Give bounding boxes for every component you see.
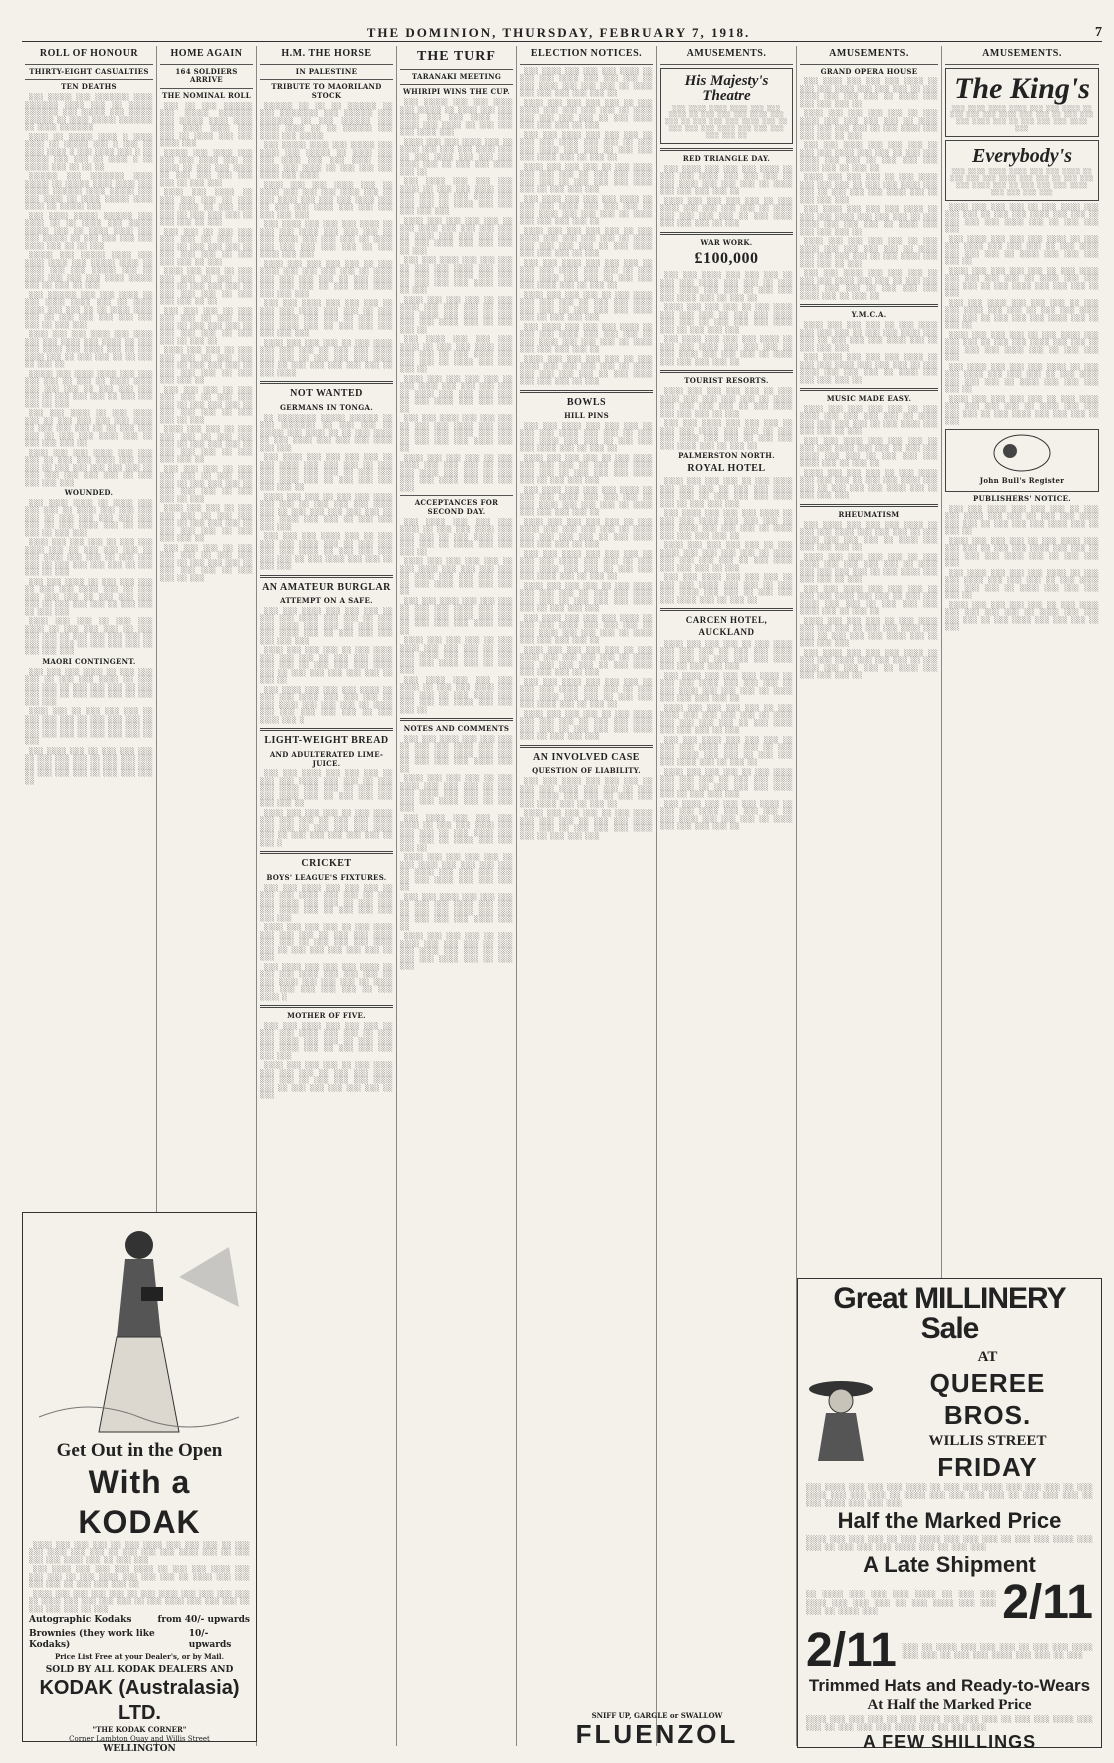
brownies-label: Brownies (they work like Kodaks) xyxy=(29,1628,155,1650)
maori-contingent-subheading: MAORI CONTINGENT. xyxy=(42,656,136,666)
trimmed-hats-text: ░░░░ ░░░ ░░░ ░░░ ░░ ░░░ ░░░░ ░░░ ░░░ ░░░ ░░ ░░░ ░░░ ░░░░ ░░░ ░░░ ░░ ░░░ ░░░ ░░░ ░░░░ ░░░ ░░ ░░░ ░░░ xyxy=(806,1714,1093,1731)
everybodys-title: Everybody's xyxy=(972,145,1072,167)
fluenzol-brand: FLUENZOL xyxy=(575,1718,739,1749)
trimmed-hats-headline: Trimmed Hats and Ready-to-Wears xyxy=(808,1675,1091,1695)
burglar-text: ░░░ ░░░ ░░░░ ░░░ ░░░ ░░░ ░░ ░░░ ░░░ ░░░░ ░░░ ░░░ ░░ ░░░ ░░░ ░░░░ ░░░ ░░░ ░░ ░░░ ░░░ ░░░ ░░░░ ░░░ ░░ ░░░ ░░░ ░░░ ░░░ ░░░ ░░░ ░░░░ ░░░ ░░░ ░░░ ░░ ░░░ ░░░░ ░░░ ░░░ ░░░ ░░ ░░░ ░░░ ░░░░ ░░░ ░░░ ░░ ░░░ ░░░ ░░░ ░░░░ ░░░ ░░ ░░░ ░░░ ░░░ ░░░ ░░░ ░░ ░░░ ░░ ░░░ ░░░░ ░░░ ░░░ ░░░ ░░░░ ░░ ░░░ ░░░ ░░░░ ░░░ ░░░ ░░░ ░░ ░░░ ░░░░ ░░░ ░░░ ░░░ ░░ ░░░░ ░░░ ░░░ ░░░ ░░░ ░░░ ░░ ░░░ ░░░░ ░░░ ░ xyxy=(260,607,393,724)
maori-list-text: ░░░ ░░░ ░░░ ░░░░ ░░ ░░░ ░░░ ░░░ ░░ ░░░ ░░░ ░░░░ ░░ ░░░ ░░░ ░░░ ░░ ░░░ ░░░ ░░░ ░░ ░░░ ░░░ ░░░ ░░ ░░░ ░░░ ░░░ ░░ ░░░ ░░░ ░░░ ░░░░ ░░░ ░░ ░░░ ░░░ ░░░ ░░ ░░░ ░░░ ░░░ ░░ ░░░ ░░░ ░░░ ░░ ░░░ ░░░ ░░░ ░░ ░░░ ░░░ ░░░ ░░ ░░░ ░░░ ░░░ ░░ ░░░ ░░░ ░░░ ░░ ░░░ ░░░ ░░░░ ░░░ ░░ ░░░ ░░░ ░░░ ░░ ░░░ ░░░ ░░░ ░░ ░░░ ░░░ ░░░ ░░ ░░░ ░░░ ░░░ ░░ ░░░ ░░░ ░░░ ░░ ░░░ ░░░ ░░░ ░░ ░░░ ░░░ ░░░ ░░ xyxy=(25,668,153,785)
bowls-heading: BOWLS xyxy=(566,396,607,408)
horse-article-text: ░░░░░░ ░░ ░░ ░░ ░░░░░░ ░░ ░░░ ░░░░░░░░ ░░░ ░░░░░░ ░░░ ░░░░░░░ ░░ ░░░ ░░░░░░ ░░░ ░░░░ ░░░░ ░░ ░░ ░░░░░░ ░░░ ░░░░ ░░░ ░░░░░ ░░░ ░░░░░ ░░░░ ░░░ ░░░░░ ░░░ ░░░░ ░░░ ░░░░░ ░░ ░░░░ ░░░ ░░░ ░░░░ ░░░ ░░░ ░░░░ ░░░ ░░░░ ░░░ ░░░░ ░░ ░░░ ░░░ ░░░ ░░░░ ░░░ ░░░░ ░░░░ ░░░ ░░░ ░░░░ ░░░ ░░ ░░░░ ░░░ ░░░ ░░░ ░░░░ ░░░ ░░ ░░░ ░░░░ ░░░ ░░░ ░░░ ░░░░ ░░░ ░░ ░░░ ░░░ ░░░░ ░░░ ░░░ ░░░ ░░░ ░░░ ░░░ ░░░ ░░░░ ░░░ ░░░ ░░░ ░░░░ ░░ ░░░ ░░░ ░░░░ ░░░ ░░░ ░░░ ░░ ░░░ ░░░░ ░░░ ░░░ ░░░ ░░ ░░░░ ░░░ ░░░ ░░░ ░░░ ░░░ ░░ ░░░ ░░░░ ░░░ ░░░ ░░░░ ░░░ ░░░ ░░░ ░░░ ░░ ░░░ ░░░░ ░░░ ░░░ ░░░ ░░░ ░░ ░░░░ ░░░ ░░░ ░░░ ░░░ ░░ ░░░ ░░░░ ░░░ ░░░ ░░░ ░░ ░░░ ░░░ ░░░░ ░░░ ░░░ ░░░ ░░░ ░░░ ░░░░ ░░░ ░░░ ░░░ ░░ ░░░ ░░░ ░░░░ ░░░ ░░░ ░░ ░░░ ░░░ ░░░░ ░░░ ░░░ ░░ ░░░ ░░░ ░░░ ░░░░ ░░░ ░░ ░░░ ░░░ ░░░ ░░░ ░░░ ░░░ ░░░░ ░░░ ░░░ ░░░ ░░ ░░░ ░░░░ ░░░ ░░░ ░░░ ░░ ░░░ ░░░ ░░░░ ░░░ ░░░ ░░ ░░░ ░░░ ░░░ ░░░░ ░░░ ░░ ░░░ ░░░ ░░░ ░░░ ░░░ ░░ ░░░ ░░░░ xyxy=(260,102,393,377)
casualties-subheading: THIRTY-EIGHT CASUALTIES xyxy=(29,66,149,76)
carcen-text: ░░░░ ░░░ ░░░ ░░░ ░░ ░░░ ░░░░ ░░░ ░░░ ░░░ ░░ ░░░ ░░░ ░░░░ ░░░ ░░░ ░░ ░░░ ░░░ ░░░ ░░░░ ░░░ ░░ ░░░ ░░░ ░░░ ░░░ ░░░░ ░░░ ░░░ ░░░ ░░░░ ░░ ░░░ ░░░ ░░░░ ░░░ ░░░ ░░░ ░░ ░░░ ░░░░ ░░░ ░░░ ░░░ ░░ ░░░░ ░░░ ░░░ ░░░ ░░░ ░░ ░░░░ ░░░ ░░░ ░░░ ░░░ ░░ ░░░ ░░░░ ░░░ ░░░ ░░░ ░░░ ░░ ░░░░ ░░░ ░░░ ░░░ ░░░ ░░ ░░░ ░░░░ ░░░ ░░░ ░░░ ░░ ░░░ ░░░ ░░░ ░░░░ ░░░ ░░░ ░░░ ░░ ░░░ ░░░ ░░░░ ░░░ ░░░ ░░ ░░░ ░░░ ░░░░ ░░░ ░░░ ░░ ░░░ ░░░ ░░░ ░░░░ ░░░ ░░ ░░░ ░░ ░░░░ ░░░ ░░░ ░░░ ░░ ░░░ ░░░░ ░░░ ░░░ ░░░ ░░ ░░░ ░░░ ░░░░ ░░░ ░░░ ░░ ░░░ ░░░ ░░░ ░░░░ ░░░ ░░ ░░░ ░░░ ░░░ ░░░ ░░░░ ░░░ ░░░ ░░░ ░░░░ ░░ ░░░ ░░░ ░░░░ ░░░ ░░░ ░░░ ░░ ░░░ ░░░░ ░░░ ░░░ ░░░ ░░ ░░░░ ░░░ ░░░ ░░░ ░░░ ░░ xyxy=(660,640,793,831)
wounded-list-text: ░░░ ░░░░ ░░░░ ░░ ░░░░ ░░░ ░░░ ░░░ ░░ ░░░░ ░░░ ░░░ ░░░ ░░░ ░░ ░░░ ░░░ ░░░ ░░░ ░░░ ░░░ ░░ ░░░ ░░░░ ░░░ ░░ ░░░ ░░░ ░░ ░░░ ░░░ ░░░░ ░░░ ░░░ ░░░ ░░ ░░░ ░░░ ░░░░ ░░░ ░░ ░░░ ░░░ ░░░ ░░ ░░░ ░░░░ ░░░ ░░░ ░░ ░░░ ░░░ ░░░ ░░ ░░░ ░░░ ░░░ ░░░ ░░ ░░░ ░░░ ░░ ░░░ ░░░ ░░░ ░░░░ ░░ ░░░ ░░░ ░░░ ░░ ░░░ ░░░ ░░░░ ░░░ ░░ ░░░ ░░░ ░░░ ░░░ ░░ ░░░ ░░░ ░░░ ░░░ ░░ ░░░ ░░░ ░░░ ░░ ░░░ ░░░ ░░ ░░░ ░░░ ░░░░ ░░░ ░░░ ░░ ░░░ ░░░ ░░░░ ░░ ░░░ ░░░ ░░░ ░░ ░░░ ░░░ ░░░ ░░ ░░░ ░░░ ░░░ ░░░ ░░ ░░░ ░░░ ░░░ ░░ ░░░ ░░░ ░░░ ░░ ░░░ ░░░ ░░░ xyxy=(25,499,153,656)
late-shipment-headline: A Late Shipment xyxy=(863,1552,1036,1578)
involved-case-heading: AN INVOLVED CASE xyxy=(533,751,640,763)
millinery-advertisement xyxy=(797,1278,1102,1752)
war-work-subheading: WAR WORK. xyxy=(700,237,753,247)
ymca-subheading: Y.M.C.A. xyxy=(851,310,887,320)
price-2-11-first: 2/11 xyxy=(1002,1575,1093,1629)
column-turf xyxy=(397,46,517,1746)
palestine-subheading: IN PALESTINE xyxy=(295,66,358,76)
register-logo-icon xyxy=(992,433,1052,473)
tourist-resorts-subheading: TOURIST RESORTS. xyxy=(684,376,769,386)
page-number: 7 xyxy=(1095,24,1102,40)
tourist-text: ░░░░ ░░░ ░░░ ░░░ ░░░ ░░ ░░░ ░░░░ ░░░ ░░░ ░░░ ░░░ ░░ ░░░░ ░░░ ░░░ ░░░ ░░░ ░░ ░░░ ░░░░ ░░░ ░░░ ░░░ ░░ ░░░ ░░░ ░░░ ░░░░ ░░░ ░░░ ░░░ ░░ ░░░ ░░░ ░░░░ ░░░ ░░░ ░░ ░░░ ░░░ ░░░░ ░░░ ░░░ ░░ ░░░ ░░░ ░░░ ░░░░ ░░░ ░░ ░░░ ░░ xyxy=(660,388,793,450)
fluenzol-tagline: SNIFF UP, GARGLE or SWALLOW xyxy=(591,1711,723,1720)
price-list-text: Price List Free at your Dealer's, or by Mail. xyxy=(54,1652,225,1662)
register-ad xyxy=(945,429,1099,492)
kodak-illustration xyxy=(29,1217,250,1437)
kodak-corner: "THE KODAK CORNER" xyxy=(92,1725,187,1735)
kodak-city: WELLINGTON xyxy=(103,1743,176,1754)
royal-hotel-heading: ROYAL HOTEL xyxy=(687,462,766,474)
column-amusements-1 xyxy=(657,46,797,1746)
ymca-text: ░░░░ ░░░ ░░░ ░░░ ░░ ░░░ ░░░░ ░░░ ░░░ ░░░ ░░ ░░░ ░░░ ░░░░ ░░░ ░░░ ░░ ░░░ ░░░ ░░░ ░░░░ ░░░ ░░ ░░░ ░░░ ░░░ ░░░ ░░░░ ░░░ ░░░ ░░░ ░░░░ ░░ ░░░ ░░░ ░░░░ ░░░ ░░░ ░░░ ░░ ░░░ ░░░░ ░░░ ░░░ ░░░ ░░ ░░░░ ░░░ ░░░ ░░░ ░░░ ░░ xyxy=(800,322,938,384)
germans-tonga-subheading: GERMANS IN TONGA. xyxy=(280,402,373,412)
liability-subheading: QUESTION OF LIABILITY. xyxy=(532,766,641,776)
red-triangle-text: ░░░ ░░░░ ░░░ ░░░ ░░░ ░░░░ ░░ ░░░ ░░░ ░░░░ ░░░ ░░░ ░░░ ░░ ░░░ ░░░░ ░░░ ░░░ ░░░ ░░ ░░░░ ░░░ ░░░ ░░░ ░░░ ░░ ░░░░ ░░░ ░░░ ░░░ ░░░ ░░ ░░░ ░░░░ ░░░ ░░░ ░░░ ░░░ ░░ ░░░░ ░░░ ░░░ ░░░ ░░░ ░░ ░░░ ░░░░ ░░░ ░░░ ░░░ ░░ ░░░ xyxy=(660,165,793,228)
soldiers-arrive-subheading: 164 SOLDIERS ARRIVE xyxy=(175,66,238,85)
turf-heading: THE TURF xyxy=(417,49,496,64)
majesty-text: ░░░ ░░░░ ░░░░ ░░░░ ░░░ ░░░ ░░░░ ░░ ░░░ ░░░ ░░░ ░░░░ ░░░ ░░░ ░░ ░░░ ░░░ ░░░ ░░░░ ░░░ ░░ ░░░ ░░░ ░░░ ░░░░ ░░░ ░░░ ░░░ ░░░ ░░░ ░░ xyxy=(665,105,788,139)
mother-of-five-subheading: MOTHER OF FIVE. xyxy=(287,1011,366,1020)
turf-results-text: ░░░ ░░░░░ ░░░ ░░░ ░░░░ ░░░ ░░░░░ ░░ ░░░░ ░░░ ░░░ ░░░░ ░░░ ░░░ ░░░░ ░░░ ░░░░ ░░░ ░░░░ ░░ ░░░ ░░░ ░░░ ░░░░ ░░░ ░░░░ ░░░ ░░░ ░░░░ ░░░ ░░ ░░░░ ░░░ ░░░ ░░░ ░░░░ ░░░ ░░ ░░░ ░░░░ ░░░ ░░░ ░░░ ░░░░ ░░░ ░░ ░░░ ░░░ ░░░░ ░░░ ░░ ░░░ ░░░░ ░░░ ░░░ ░░░ ░░░░ ░░ ░░░ ░░░ ░░░░ ░░░ ░░░ ░░░ ░░ ░░░ ░░░░ ░░░ ░░░ ░░░ ░░ ░░░░ ░░░ ░░░ ░░░ ░░░ ░░░ ░░░░ ░░░ ░░░ ░░░ ░░░ ░░ ░░░ ░░░░ ░░░ ░░░ ░░░ ░░░ ░░ ░░░░ ░░░ ░░░ ░░░ ░░░ ░░ ░░░ ░░░░ ░░░ ░░░ ░░░ ░░ ░░░ ░░░ ░░░ ░░░░ ░░░ ░░░ ░░░ ░░ ░░░ ░░░ ░░░░ ░░░ ░░░ ░░ ░░░ ░░░ ░░░░ ░░░ ░░░ ░░ ░░░ ░░░ ░░░ ░░░░ ░░░ ░░ ░░░ ░░░░ ░░░ ░░░ ░░░ ░░ ░░░ ░░░░ ░░░ ░░░ ░░░ ░░ ░░░ ░░░ ░░░░ ░░░ ░░░ ░░ ░░░ ░░░ ░░░ ░░░░ ░░░ ░░ ░░░ ░░░ ░░ ░░░ ░░░░ ░░░ ░░░ ░░░ ░░░░ ░░ ░░░ ░░░ ░░░░ ░░░ ░░░ ░░░ ░░ ░░░ ░░░░ ░░░ ░░░ ░░░ ░░ ░░░░ ░░░ ░░░ ░░░ ░░ ░░░░ ░░░ ░░░ ░░░ ░░░ ░░ ░░░ ░░░░ ░░░ ░░░ ░░░ ░░░ ░░ ░░░░ ░░░ ░░░ ░░░ ░░░ ░░ ░░░ ░░░░ ░░░ ░░░ ░░░ ░░ ░░░ ░░░ ░░░░ ░░░ ░░░ ░░░ ░░ ░░░ ░░░ ░░░░ ░░░ ░░░ ░░ ░░░ ░░░ ░░░░ ░░░ ░░░ ░░ ░░░ ░░░ ░░░ ░░░░ ░░░ ░░ ░░░░ ░░░ ░░░ ░░░ ░░ ░░░ ░░░░ ░░░ ░░░ ░░░ ░░ ░░░ ░░░ ░░░░ ░░░ ░░░ ░░ ░░░ ░░░ ░░░ ░░░░ ░░░ ░░ ░░░ ░░░ xyxy=(400,99,513,492)
grand-opera-text: ░░░ ░░░░ ░░░ ░░░ ░░░ ░░░░ ░░ ░░░ ░░░ ░░░░ ░░░ ░░░ ░░░ ░░ ░░░ ░░░░ ░░░ ░░░ ░░░ ░░ ░░░░ ░░░ ░░░ ░░░ ░░░ ░░ ░░░░ ░░░ ░░░ ░░░ ░░░ ░░ ░░░ ░░░░ ░░░ ░░░ ░░░ ░░░ ░░ ░░░░ ░░░ ░░░ ░░░ ░░░ ░░ ░░░ ░░░░ ░░░ ░░░ ░░░ ░░ ░░░ ░░░ ░░░ ░░░░ ░░░ ░░░ ░░░ ░░ ░░░ ░░░ ░░░░ ░░░ ░░░ ░░ ░░░ ░░░ ░░░░ ░░░ ░░░ ░░ ░░░ ░░░ ░░░ ░░░░ ░░░ ░░ ░░░ ░░ ░░░░ ░░░ ░░░ ░░░ ░░ ░░░ ░░░░ ░░░ ░░░ ░░░ ░░ ░░░ ░░░ ░░░░ ░░░ ░░░ ░░ ░░░ ░░░ ░░░ ░░░░ ░░░ ░░ ░░░ ░░░ ░░░ ░░░ ░░░░ ░░░ ░░░ ░░░ ░░░░ ░░ ░░░ ░░░ ░░░░ ░░░ ░░░ ░░░ ░░ ░░░ ░░░░ ░░░ ░░░ ░░░ ░░ ░░░░ ░░░ ░░░ ░░░ ░░░ ░░ ░░░░ ░░░ ░░░ ░░░ ░░░ ░░ ░░░ ░░░░ ░░░ ░░░ ░░░ ░░░ ░░ ░░░░ ░░░ ░░░ ░░░ ░░░ ░░ ░░░ ░░░░ ░░░ ░░░ ░░░ ░░ ░░░ ░░░ ░░░ ░░░░ ░░░ ░░░ ░░░ ░░ ░░░ ░░░ ░░░░ ░░░ ░░░ ░░ ░░░ ░░░ ░░░░ ░░░ ░░░ ░░ ░░░ ░░░ ░░░ ░░░░ ░░░ ░░ ░░░ ░░ xyxy=(800,78,938,300)
cricket-heading: CRICKET xyxy=(301,858,352,870)
kings-text: ░░░ ░░░░ ░░░░ ░░░░ ░░░ ░░░ ░░░░ ░░ ░░░ ░░░ ░░░ ░░░░ ░░░ ░░░ ░░ ░░░ ░░░ ░░░ ░░░░ ░░░ ░░ ░░░ ░░░ ░░░ ░░░░ ░░░ xyxy=(950,105,1094,133)
autographic-row xyxy=(29,1615,250,1626)
royal-hotel-text: ░░░░ ░░░ ░░░ ░░░ ░░ ░░░ ░░░░ ░░░ ░░░ ░░░ ░░ ░░░ ░░░ ░░░░ ░░░ ░░░ ░░ ░░░ ░░░ ░░░ ░░░░ ░░░ ░░ ░░░ ░░░ ░░░ ░░░ ░░░░ ░░░ ░░░ ░░░ ░░░░ ░░ ░░░ ░░░ ░░░░ ░░░ ░░░ ░░░ ░░ ░░░ ░░░░ ░░░ ░░░ ░░░ ░░ ░░░░ ░░░ ░░░ ░░░ ░░░ ░░ ░░░░ ░░░ ░░░ ░░░ ░░░ ░░ ░░░ ░░░░ ░░░ ░░░ ░░░ ░░░ ░░ ░░░░ ░░░ ░░░ ░░░ ░░░ ░░ ░░░ ░░░░ ░░░ ░░░ ░░░ ░░ ░░░ ░░░ ░░░ ░░░░ ░░░ ░░░ ░░░ ░░ ░░░ ░░░ ░░░░ ░░░ ░░░ ░░ ░░░ ░░░ ░░░░ ░░░ ░░░ ░░ ░░░ ░░░ ░░░ ░░░░ ░░░ ░░ ░░░ ░░ xyxy=(660,478,793,604)
tribute-subheading: TRIBUTE TO MAORILAND STOCK xyxy=(271,82,382,100)
sold-by-text: SOLD BY ALL KODAK DEALERS AND xyxy=(45,1664,234,1675)
nominal-roll-text: ░░░ ░░ ░░░ ░░░░░░ ░░░ ░░░░░ ░░░░░░░ ░░░ ░░░░░ ░░░░ ░░░░ ░░░ ░░░░ ░░░░ ░░░ ░░░ ░░ ░░░░ ░░░ ░░░ ░░░░ ░░░ ░░░░░ ░░░ ░░░░ ░░░ ░░░ ░░░ ░░░░ ░░░ ░░ ░░░░ ░░ ░░░ ░░░ ░░░░ ░░ ░░░ ░░░ ░░░ ░░░ ░░░ ░░ ░░░ ░░░ ░░░░ ░░░ ░░░░ ░░ ░░░ ░░░ ░░░ ░░ ░░░ ░░░ ░░░░ ░░ ░░░ ░░░ ░░░ ░░ ░░░ ░░░ ░░░ ░░ ░░░ ░░░ ░░ ░░░ ░░░ ░░░ ░░ ░░░ ░░░ ░░░ ░░░ ░░ ░░░ ░░░ ░░░ ░░ ░░░ ░░░ ░░░ ░░ ░░░ ░░░ ░░░ ░░ ░░░ ░░░ ░░░ ░░ ░░░ ░░░░ ░░░ ░░░ ░░ ░░░ ░░░ ░░░ ░░ ░░░ ░░░ ░░░ ░░ ░░░ ░░░ ░░░ ░░ ░░░ ░░░ ░░░ ░░ ░░░ ░░░ ░░░ ░░ ░░ ░░░ ░░░ ░░░ ░░ ░░░ ░░░ ░░░ ░░ ░░░ ░░░ ░░░ ░░ ░░░ ░░░ ░░░ ░░ ░░░ ░░░ ░░░ ░░ ░░░ ░░░ ░░ ░░░ ░░ ░░░░ ░░░ ░░░ ░░ ░░░ ░░░ ░░░ ░░ ░░░ ░░░ ░░░ ░░ ░░░ ░░░ ░░░ ░░ ░░░ ░░░ ░░░ ░░ ░░░ ░░░ ░░░ ░░ ░░░ ░░░ ░░░ ░░ ░░░ ░░░ ░░░ ░░ ░░░ ░░░ ░░░ ░░ ░░░ ░░░ ░░░ ░░ ░░░ ░░░ ░░░ ░░ ░░░ ░░░ ░░ ░░░ ░░░░ ░░░ ░░░ ░░ ░░░ ░░░ ░░░ ░░ ░░░ ░░░ ░░░ ░░ ░░░ ░░░ ░░░ ░░ ░░░ ░░░ ░░░ ░░ ░░░ ░░░ ░░░ ░░ ░░░ ░░░ ░░░ ░░ ░░░ ░░░ ░░░ ░░ ░░░ ░░░ ░░░ ░░ ░░░ ░░░ ░░░ ░░ ░░░ ░░░ ░░░ ░░ ░░░ ░░░ ░░ ░░░ ░░░░ ░░░ ░░░ ░░ ░░░ ░░░ ░░░ ░░ ░░░ ░░░ ░░░ ░░ ░░░ ░░░ ░░░ ░░ ░░░ ░░░ ░░░ ░░ ░░░ ░░░ ░░░ ░░ ░░░ ░░░ ░░░ ░░ ░░░ ░░░ ░░░ ░░ ░░░ ░░░ ░░░ ░░ ░░░ ░░░ ░░░ ░░ ░░░ ░░░ ░░░ ░░ ░░░ ░░░ ░░ ░░░ xyxy=(160,102,253,582)
millinery-store: QUEREE BROS. xyxy=(929,1367,1046,1431)
kodak-body-text: ░░░░ ░░░ ░░░ ░░░ ░░ ░░░ ░░░░ ░░░ ░░░ ░░░ ░░ ░░░ ░░░ ░░░░ ░░░ ░░░ ░░ ░░░ ░░░ ░░░ ░░░░ ░░░ ░░ ░░░ ░░░ ░░░ ░░░░ ░░░ ░░ ░░░ ░░░ ░░░ ░░░░ ░░░ ░░░ ░░░ ░░░░ ░░ ░░░ ░░░ ░░░░ ░░░ ░░░ ░░░ ░░ ░░░ ░░░░ ░░░ ░░░ ░░░ ░░ ░░░░ ░░░ ░░░ ░░░ ░░░ ░░ ░░░ ░░░ ░░░ ░░ ░░░░ ░░░ ░░░ ░░░ ░░░ ░░ ░░░ ░░░░ ░░░ ░░░ ░░░ ░░░ ░░ ░░░░ ░░░ ░░░ ░░░ ░░░ ░░ ░░░ ░░░░ ░░░ ░░░ ░░░ ░░ ░░░ ░░░ ░░░ ░░ ░░░ xyxy=(29,1541,250,1613)
burglar-subheading: ATTEMPT ON A SAFE. xyxy=(280,596,373,605)
home-again-heading: HOME AGAIN xyxy=(170,48,243,59)
case-text: ░░░ ░░░ ░░░░ ░░░ ░░░ ░░░ ░░ ░░░ ░░░ ░░░░ ░░░ ░░░ ░░ ░░░ ░░░ ░░░░ ░░░ ░░░ ░░ ░░░ ░░░ ░░░ ░░░░ ░░░ ░░ ░░░ ░░ ░░░░ ░░░ ░░░ ░░░ ░░ ░░░ ░░░░ ░░░ ░░░ ░░░ ░░ ░░░ ░░░ ░░░░ ░░░ ░░░ ░░ ░░░ ░░░ ░░░ ░░░░ ░░░ ░░ ░░░ ░░░ ░░░ xyxy=(520,778,653,840)
millinery-at: AT xyxy=(977,1349,998,1365)
ten-deaths-subheading: TEN DEATHS xyxy=(61,82,117,92)
column-horse xyxy=(257,46,397,1746)
cricket-text: ░░░ ░░░ ░░░░ ░░░ ░░░ ░░░ ░░ ░░░ ░░░ ░░░░ ░░░ ░░░ ░░ ░░░ ░░░ ░░░░ ░░░ ░░░ ░░ ░░░ ░░░ ░░░ ░░░░ ░░░ ░░ ░░░ ░░░ ░░░ ░░░ ░░░ ░░░░ ░░░ ░░░ ░░░ ░░ ░░░ ░░░░ ░░░ ░░░ ░░░ ░░ ░░░ ░░░ ░░░░ ░░░ ░░░ ░░ ░░░ ░░░ ░░░ ░░░░ ░░░ ░░ ░░░ ░░░ ░░░ ░░░ ░░░ ░░ ░░░ ░░░ ░░░░ ░░░ ░░░ ░░░ ░░░░ ░░ ░░░ ░░░ ░░░░ ░░░ ░░░ ░░░ ░░ ░░░ ░░░░ ░░░ ░░░ ░░░ ░░ ░░░░ ░░░ ░░░ ░░░ ░░░ ░░░ ░░ ░░░ ░░░░ ░ xyxy=(260,884,393,1001)
half-price-headline: Half the Marked Price xyxy=(837,1508,1062,1534)
election-notices-heading: ELECTION NOTICES. xyxy=(530,48,643,59)
autographic-label: Autographic Kodaks xyxy=(29,1615,132,1626)
red-triangle-subheading: RED TRIANGLE DAY. xyxy=(682,153,771,163)
music-subheading: MUSIC MADE EASY. xyxy=(826,394,912,403)
few-shillings: A FEW SHILLINGS xyxy=(862,1731,1037,1752)
publishers-notice-subheading: PUBLISHERS' NOTICE. xyxy=(973,493,1071,503)
masthead-title: THE DOMINION, THURSDAY, FEBRUARY 7, 1918. xyxy=(366,24,751,40)
everybodys-ad xyxy=(945,140,1099,201)
horse-heading: H.M. THE HORSE xyxy=(281,48,372,59)
acceptances-text: ░░░ ░░░░ ░░░ ░░░ ░░░ ░░░░ ░░ ░░░ ░░░ ░░░░ ░░░ ░░░ ░░░ ░░ ░░░ ░░░░ ░░░ ░░░ ░░░ ░░ ░░░░ ░░░ ░░░ ░░░ ░░ ░░░░ ░░░ ░░░ ░░░ ░░░ ░░ ░░░ ░░░░ ░░░ ░░░ ░░░ ░░░ ░░ ░░░░ ░░░ ░░░ ░░░ ░░░ ░░ ░░░ ░░░░ ░░░ ░░░ ░░░ ░░ ░░░ ░░░ ░░░░ ░░░ ░░░ ░░░ ░░ ░░░ ░░░ ░░░░ ░░░ ░░░ ░░ ░░░ ░░░ ░░░░ ░░░ ░░░ ░░ ░░░ ░░░ ░░░ ░░░░ ░░░ ░░ ░░░░ ░░░ ░░░ ░░░ ░░ ░░░ ░░░░ ░░░ ░░░ ░░░ ░░ ░░░ ░░░ ░░░░ ░░░ ░░░ ░░ ░░░ ░░░ ░░░ ░░░░ ░░░ ░░ ░░░ ░░░ ░░░ ░░░░ ░░░ ░░░ ░░░ ░░░░ ░░ ░░░ ░░░ ░░░░ ░░░ ░░░ ░░░ ░░ ░░░ ░░░░ ░░░ ░░░ ░░░ ░░ ░░░░ ░░░ ░░░ ░░░ ░░ xyxy=(400,518,513,714)
brownies-price: 10/- upwards xyxy=(188,1628,232,1650)
majesty-title: His Majesty's Theatre xyxy=(684,72,769,104)
majesty-ad xyxy=(660,68,793,144)
wounded-subheading: WOUNDED. xyxy=(64,488,114,497)
acceptances-subheading: ACCEPTANCES FOR SECOND DAY. xyxy=(414,498,499,516)
germans-tonga-text: ░░ ░░░░░░░░ ░░░░░ ░░░░░░ ░░ ░░░ ░░░░░░░ ░░ ░░░ ░░░ ░░ ░░░░░ ░░░ ░░░░ ░░ ░░ ░░░ ░░░░ ░░ ░░░ ░░░░ ░░░ ░░░ ░░░ ░░░░ ░░░ ░░░ ░░░ ░░░░ ░░░ ░░░ ░░░ ░░░ ░░ ░░░ ░░░░ ░░░ ░░░ ░░░ ░░ ░░░ ░░░ ░░░░ ░░░ ░░░ ░░ ░░░ ░░░ ░░░ ░░░░ ░░░ ░░ ░░░ ░░░ ░░░ ░░░ ░░░ ░░ ░░░░ ░░░ ░░░ ░░ ░░░ ░░░ ░░░░ ░░░ ░░░ ░░ ░░░ ░░░ ░░░ ░░░░ ░░░ ░░ ░░░ ░░░ ░░░ ░░░ ░░░ ░░ ░░░ ░░░░ ░░░ ░░░ ░░ ░░░ ░░░ ░░░ ░░░ ░░░ ░░░ ░░░ ░░░░ ░░░ ░░ ░░░ ░░░ ░░░ ░░░░ ░░░ ░░ ░░░ ░░░ ░░░ ░░░ ░░░░ ░░ ░░░ ░░░ ░░░ ░░░ ░░░ ░░ ░░░ ░░░░ ░░░ ░░░ ░░ ░░░ ░░░ xyxy=(260,414,393,570)
millinery-street: WILLIS STREET xyxy=(928,1432,1047,1449)
publishers-text: ░░░ ░░░ ░░░░ ░░░ ░░░ ░░░ ░░ ░░░ ░░░ ░░░░ ░░░ ░░░ ░░ ░░░ ░░░ ░░░░ ░░░ ░░░ ░░ ░░░ ░░░ ░░░ ░░░░ ░░░ ░░ ░░░ ░░ ░░░░ ░░░ ░░░ ░░░ ░░ ░░░ ░░░░ ░░░ ░░░ ░░░ ░░ ░░░ ░░░ ░░░░ ░░░ ░░░ ░░ ░░░ ░░░ ░░░ ░░░░ ░░░ ░░ ░░░ ░░░ ░░░ ░░░ ░░░░ ░░░ ░░░ ░░░ ░░░░ ░░ ░░░ ░░░ ░░░░ ░░░ ░░░ ░░░ ░░ ░░░ ░░░░ ░░░ ░░░ ░░░ ░░ ░░░░ ░░░ ░░░ ░░░ ░░░ ░░ ░░░░ ░░░ ░░░ ░░░ ░░░ ░░ ░░░ ░░░░ ░░░ ░░░ ░░░ ░░░ ░░ ░░░░ ░░░ ░░░ ░░░ ░░░ ░░ ░░░ ░░░░ ░░░ ░░░ ░░░ ░░ ░░░ xyxy=(945,505,1099,631)
kodak-advertisement xyxy=(22,1212,257,1754)
amusements-heading-3: AMUSEMENTS. xyxy=(982,48,1062,59)
bowls-text: ░░░ ░░░ ░░░░ ░░░ ░░░ ░░░ ░░ ░░░ ░░░ ░░░░ ░░░ ░░░ ░░ ░░░ ░░░ ░░░░ ░░░ ░░░ ░░ ░░░ ░░░ ░░░ ░░░░ ░░░ ░░ ░░░ ░░ ░░░░ ░░░ ░░░ ░░░ ░░ ░░░ ░░░░ ░░░ ░░░ ░░░ ░░ ░░░ ░░░ ░░░░ ░░░ ░░░ ░░ ░░░ ░░░ ░░░ ░░░░ ░░░ ░░ ░░░ ░░░ ░░░ ░░░ ░░░░ ░░░ ░░░ ░░░ ░░░░ ░░ ░░░ ░░░ ░░░░ ░░░ ░░░ ░░░ ░░ ░░░ ░░░░ ░░░ ░░░ ░░░ ░░ ░░░░ ░░░ ░░░ ░░░ ░░░ ░░ ░░░░ ░░░ ░░░ ░░░ ░░░ ░░ ░░░ ░░░░ ░░░ ░░░ ░░░ ░░░ ░░ ░░░░ ░░░ ░░░ ░░░ ░░░ ░░ ░░░ ░░░░ ░░░ ░░░ ░░░ ░░ ░░░ ░░░ ░░░ ░░░░ ░░░ ░░░ ░░░ ░░ ░░░ ░░░ ░░░░ ░░░ ░░░ ░░ ░░░ ░░░ ░░░░ ░░░ ░░░ ░░ ░░░ ░░░ ░░░ ░░░░ ░░░ ░░ ░░░ ░░ ░░░░ ░░░ ░░░ ░░░ ░░ ░░░ ░░░░ ░░░ ░░░ ░░░ ░░ ░░░ ░░░ ░░░░ ░░░ ░░░ ░░ ░░░ ░░░ ░░░ ░░░░ ░░░ ░░ ░░░ ░░░ ░░░ ░░░ ░░░░ ░░░ ░░░ ░░░ ░░░░ ░░ ░░░ ░░░ ░░░░ ░░░ ░░░ ░░░ ░░ ░░░ ░░░░ ░░░ ░░░ ░░░ ░░ ░░░░ ░░░ ░░░ ░░░ ░░░ ░░ ░░░░ ░░░ ░░░ ░░░ ░░░ ░░ ░░░ ░░░░ ░░░ ░░░ ░░░ ░░░ ░░ ░░░░ ░░░ ░░░ ░░░ ░░░ ░░ ░░░ ░░░░ ░░░ ░░░ ░░░ ░░ ░░░ ░░░ ░░░ ░░░░ ░░░ ░░░ ░░░ ░░ ░░░ ░░░ ░░░░ ░░░ ░░░ ░░ ░░░ ░░░ ░░░░ ░░░ ░░░ ░░ ░░░ ░░░ ░░░ ░░░░ ░░░ ░░ ░░░ ░░ ░░░░ ░░░ ░░░ ░░░ ░░ ░░░ ░░░░ ░░░ ░░░ ░░░ ░░ ░░░ ░░░ ░░░░ ░░░ ░░░ ░░ ░░░ ░░░ ░░░ ░░░░ ░░░ ░░ ░░░ ░░░ ░░░ xyxy=(520,422,653,741)
not-wanted-heading: NOT WANTED xyxy=(290,388,363,400)
column-election xyxy=(517,46,657,1746)
carcen-hotel-heading: CARCEN HOTEL, AUCKLAND xyxy=(685,615,768,637)
nominal-roll-subheading: THE NOMINAL ROLL xyxy=(162,91,251,100)
taranaki-subheading: TARANAKI MEETING xyxy=(411,71,502,81)
kings-title: The King's xyxy=(954,71,1090,105)
war-work-text: ░░░ ░░░ ░░░░ ░░░ ░░░ ░░░ ░░ ░░░ ░░░ ░░░░ ░░░ ░░░ ░░ ░░░ ░░░ ░░░░ ░░░ ░░░ ░░ ░░░ ░░░ ░░░ ░░░░ ░░░ ░░ ░░░ ░░ ░░░░ ░░░ ░░░ ░░░ ░░ ░░░ ░░░░ ░░░ ░░░ ░░░ ░░ ░░░ ░░░ ░░░░ ░░░ ░░░ ░░ ░░░ ░░░ ░░░ ░░░░ ░░░ ░░ ░░░ ░░░ ░░░ ░░░ ░░░░ ░░░ ░░░ ░░░ ░░░░ ░░ ░░░ ░░░ ░░░░ ░░░ ░░░ ░░░ ░░ ░░░ ░░░░ ░░░ ░░░ ░░░ ░░ ░░░░ ░░░ ░░░ ░░░ ░░░ ░░ xyxy=(660,272,793,366)
mother-text: ░░░ ░░░ ░░░░ ░░░ ░░░ ░░░ ░░ ░░░ ░░░ ░░░░ ░░░ ░░░ ░░ ░░░ ░░░ ░░░░ ░░░ ░░░ ░░ ░░░ ░░░ ░░░ ░░░░ ░░░ ░░ ░░░ ░░░ ░░░ ░░░ ░░░ ░░░░ ░░░ ░░░ ░░░ ░░ ░░░ ░░░░ ░░░ ░░░ ░░░ ░░ ░░░ ░░░ ░░░░ ░░░ ░░░ ░░ ░░░ ░░░ ░░░ ░░░░ ░░░ ░░ ░░░ ░░░ ░░░ ░░░ ░░░ ░░ ░░░ xyxy=(260,1022,393,1100)
half-price-text: ░░░░ ░░░ ░░░ ░░░ ░░ ░░░ ░░░░ ░░░ ░░░ ░░░ ░░ ░░░ ░░░ ░░░░ ░░░ ░░░ ░░ ░░░ ░░░ ░░░ ░░░░ ░░░ ░░ ░░░ ░░░ xyxy=(806,1534,1093,1551)
woman-with-camera-icon xyxy=(29,1217,249,1437)
millinery-intro: ░░░ ░░░░ ░░░ ░░░ ░░░ ░░░░ ░░ ░░░ ░░░ ░░░░ ░░░ ░░░ ░░░ ░░ ░░░ ░░░░ ░░░ ░░░ ░░░ ░░ ░░░░ ░░░ ░░░ ░░░ ░░░ ░░ ░░░ ░░░ ░░░ ░░ ░░░ ░░░░ ░░░ ░░░ ░░░ xyxy=(806,1483,1093,1508)
autographic-price: from 40/- upwards xyxy=(157,1615,250,1626)
amusements-heading-1: AMUSEMENTS. xyxy=(686,48,767,59)
kodak-headline-2: With a KODAK xyxy=(78,1463,201,1540)
roll-of-honour-heading: ROLL OF HONOUR xyxy=(39,48,139,59)
register-title: John Bull's Register xyxy=(979,476,1065,485)
bread-text: ░░░ ░░░ ░░░░ ░░░ ░░░ ░░░ ░░ ░░░ ░░░ ░░░░ ░░░ ░░░ ░░ ░░░ ░░░ ░░░░ ░░░ ░░░ ░░ ░░░ ░░░ ░░░ ░░░░ ░░░ ░░ ░░░ ░░░ ░░░ ░░░ ░░░ ░░ ░░░░ ░░░ ░░░ ░░░ ░░ ░░░ ░░░░ ░░░ ░░░ ░░░ ░░ ░░░ ░░░ ░░░░ ░░░ ░░░ ░░ ░░░ ░░░ ░░░ ░░░░ ░░░ ░░ ░░░ ░░░ ░░░ ░░░ ░░░ ░░ ░░░ ░ xyxy=(260,770,393,847)
brownies-row xyxy=(29,1629,250,1652)
fluenzol-advertisement xyxy=(517,1712,797,1748)
price-2-11-second: 2/11 xyxy=(806,1623,897,1677)
burglar-heading: AN AMATEUR BURGLAR xyxy=(262,581,391,593)
notes-comments-subheading: NOTES AND COMMENTS xyxy=(403,724,510,733)
cricket-subheading: BOYS' LEAGUE'S FIXTURES. xyxy=(266,872,387,882)
rheumatism-subheading: RHEUMATISM xyxy=(838,509,900,519)
kodak-headline-1: Get Out in the Open xyxy=(56,1440,223,1461)
bread-subheading: AND ADULTERATED LIME-JUICE. xyxy=(269,749,384,768)
tables-text: ░░░ ░░ ░░░░ ░░░ ░░░ ░░░ ░░ ░░░ ░░░ ░░░░ ░░░ ░░░ ░░ ░░░ ░░░ ░░░░ ░░░ ░░░ ░░ ░░░ xyxy=(902,1642,1093,1659)
grand-opera-subheading: GRAND OPERA HOUSE xyxy=(820,66,918,76)
kings-ad xyxy=(945,68,1099,138)
millinery-headline: Great MILLINERY Sale xyxy=(833,1282,1066,1345)
hill-pins-subheading: HILL PINS xyxy=(564,411,609,420)
late-shipment-text: ░░ ░░░░ ░░░ ░░░ ░░░ ░░░░ ░░ ░░░ ░░░ ░░░░ ░░░ ░░░ ░░░ ░░ ░░░ ░░░░ ░░░ ░░░ ░░░ ░░ ░░░░ ░░░ xyxy=(806,1590,997,1615)
amusements-heading-2: AMUSEMENTS. xyxy=(829,48,909,59)
amusements-3-text: ░░░░ ░░░ ░░░ ░░░ ░░ ░░░ ░░░░ ░░░ ░░░ ░░░ ░░ ░░░ ░░░ ░░░░ ░░░ ░░░ ░░ ░░░ ░░░ ░░░ ░░░░ ░░░ ░░ ░░░ ░░░ ░░░ ░░░ ░░░░ ░░░ ░░░ ░░░ ░░░░ ░░ ░░░ ░░░ ░░░░ ░░░ ░░░ ░░░ ░░ ░░░ ░░░░ ░░░ ░░░ ░░░ ░░ ░░░░ ░░░ ░░░ ░░░ ░░░ ░░ ░░░░ ░░░ ░░░ ░░░ ░░░ ░░ ░░░ ░░░░ ░░░ ░░░ ░░░ ░░░ ░░ ░░░░ ░░░ ░░░ ░░░ ░░░ ░░ ░░░ ░░░░ ░░░ ░░░ ░░░ ░░ ░░░ ░░░ ░░░ ░░░░ ░░░ ░░░ ░░░ ░░ ░░░ ░░░ ░░░░ ░░░ ░░░ ░░ ░░░ ░░░ ░░░░ ░░░ ░░░ ░░ ░░░ ░░░ ░░░ ░░░░ ░░░ ░░ ░░░ ░░ ░░░░ ░░░ ░░░ ░░░ ░░ ░░░ ░░░░ ░░░ ░░░ ░░░ ░░ ░░░ ░░░ ░░░░ ░░░ ░░░ ░░ ░░░ ░░░ ░░░ ░░░░ ░░░ ░░ ░░░ ░░░ ░░░ ░░░ ░░░░ ░░░ ░░░ ░░░ ░░░░ ░░ ░░░ ░░░ ░░░░ ░░░ ░░░ ░░░ ░░ ░░░ ░░░░ ░░░ ░░░ ░░░ ░░ ░░░░ ░░░ ░░░ ░░░ ░░░ ░░ ░░░░ ░░░ ░░░ ░░░ ░░░ ░░ ░░░ ░░░░ ░░░ ░░░ ░░░ ░░░ ░░ ░░░░ ░░░ ░░░ ░░░ ░░░ ░░ ░░░ ░░░░ ░░░ ░░░ ░░░ ░░ ░░░ xyxy=(945,203,1099,425)
rheumatism-text: ░░░ ░░░░ ░░░ ░░░ ░░░ ░░░░ ░░ ░░░ ░░░ ░░░░ ░░░ ░░░ ░░░ ░░ ░░░ ░░░░ ░░░ ░░░ ░░░ ░░ ░░░░ ░░░ ░░░ ░░░ ░░░ ░░ ░░░░ ░░░ ░░░ ░░░ ░░░ ░░ ░░░ ░░░░ ░░░ ░░░ ░░░ ░░░ ░░ ░░░░ ░░░ ░░░ ░░░ ░░░ ░░ ░░░ ░░░░ ░░░ ░░░ ░░░ ░░ ░░░ ░░░ ░░░ ░░░░ ░░░ ░░░ ░░░ ░░ ░░░ ░░░ ░░░░ ░░░ ░░░ ░░ ░░░ ░░░ ░░░░ ░░░ ░░░ ░░ ░░░ ░░░ ░░░ ░░░░ ░░░ ░░ ░░░ ░░ ░░░░ ░░░ ░░░ ░░░ ░░ ░░░ ░░░░ ░░░ ░░░ ░░░ ░░ ░░░ ░░░ ░░░░ ░░░ ░░░ ░░ ░░░ ░░░ ░░░ ░░░░ ░░░ ░░ ░░░ ░░░ ░░░ ░░░ ░░░░ ░░░ ░░░ ░░░ ░░░░ ░░ ░░░ ░░░ ░░░░ ░░░ ░░░ ░░░ ░░ ░░░ ░░░░ ░░░ ░░░ ░░░ ░░ ░░░░ ░░░ ░░░ ░░░ ░░░ ░░ xyxy=(800,521,938,679)
kodak-address: Corner Lambton Quay and Willis Street xyxy=(69,1734,210,1743)
amount-text: £100,000 xyxy=(694,250,759,268)
woman-in-hat-icon xyxy=(806,1371,876,1461)
millinery-day: FRIDAY xyxy=(937,1451,1038,1482)
palmerston-subheading: PALMERSTON NORTH. xyxy=(678,451,775,461)
music-text: ░░░░ ░░░ ░░░ ░░░ ░░░ ░░ ░░░ ░░░░ ░░░ ░░░ ░░░ ░░░ ░░ ░░░░ ░░░ ░░░ ░░░ ░░░ ░░ ░░░ ░░░░ ░░░ ░░░ ░░░ ░░ ░░░ ░░░ ░░░ ░░░░ ░░░ ░░░ ░░░ ░░ ░░░ ░░░ ░░░░ ░░░ ░░░ ░░ ░░░ ░░░ ░░░░ ░░░ ░░░ ░░ ░░░ ░░░ ░░░ ░░░░ ░░░ ░░ ░░░ ░░ ░░░░ ░░░ ░░░ ░░░ ░░ ░░░ ░░░░ ░░░ ░░░ ░░░ ░░ ░░░ ░░░ ░░░░ ░░░ ░░░ ░░ ░░░ ░░░ ░░░ ░░░░ ░░░ ░░ ░░░ ░░░ ░░░ xyxy=(800,405,938,500)
casualty-list-text: ░░░ ░░░░░ ░░░ ░░░░░░░ ░░░░ ░░░░░░░ ░░░░ ░░░ ░░ ░░░░░ ░░░░░░░ ░░░ ░░░░░ ░░░ ░░░░░ ░░░░░░ ░░ ░░░░ ░░░░░ ░░░░░░░ ░░ ░░░░ ░░░░░░░ ░░░░ ░░ ░░░░░ ░░░░ ░ ░░░░ ░░░░ ░░ ░░░░░ ░░░ ░ ░░░ ░░ ░░░░ ░░░░ ░ ░░░ ░░░░ ░░░ ░ ░░ ░░░░░ ░░░ ░░░ ░░ ░░░░ ░ ░░ ░░░░░ ░░░ ░░ ░░ ░░ ░░░░░░ ░░░ ░░░░░░░ ░░░░ ░░░░░ ░░ ░░░░░ ░░░░ ░░░░ ░░░ ░░░░░ ░░░░░░ ░░░░ ░░░░░ ░░░ ░░░ ░░░░ ░░ ░░░░ ░░░░░ ░░░░ ░░░░ ░░ ░░░░░ ░░░ ░░░ ░░░░ ░░░░░ ░░░░░░ ░░░ ░░░░ ░░ ░░ ░░░░ ░░░ ░░░░░ ░░░░░ ░░░ ░░ ░░░░ ░░░░ ░░░ ░░░ ░░░░░ ░░ ░░░ ░░░ ░░░ ░░░ ░░░░ ░░░ ░░ ░░ ░░░ ░░░░░ ░░░ ░░░░░ ░░░░ ░░░ ░░░░ ░░░░ ░░░ ░░░░░ ░░░░ ░░ ░░░░ ░░░ ░░░ ░░░░░ ░░░ ░░ ░░░░ ░░░ ░░░ ░░░ ░░░░ ░░░░░ ░░░ ░░ ░░░ ░░ ░░░ ░░░ ░░░░░░ ░░░ ░░░ ░░░░ ░░ ░░░ ░░░░ ░░░░ ░░░ ░░ ░░░░ ░░░░ ░░░ ░░░ ░░ ░░ ░░░░ ░░░░ ░░░ ░░ ░░░ ░░░ ░░░ ░░░ ░░░ ░░░ ░░ ░░░ ░░░ ░░░░ ░░░ ░░░ ░░░░ ░░░ ░░░░ ░░░ ░░░ ░░░░ ░░░ ░░░░ ░░ ░░░ ░░░ ░░░░ ░░░ ░░░░ ░░░ ░░ ░░░ ░░░░ ░░░ ░░ ░░░ ░░░ ░░ ░░ ░░░ ░░ ░░░ ░░ ░░░░░ ░░░ ░░░░ ░░░░ ░░░ ░░░ ░░░ ░░░ ░░ ░░░ ░░ ░░░░ ░░░░ ░░░ ░░░ ░░░ ░░ ░░░ ░░░ ░░░ ░░░ ░░ ░░░ ░░░ ░░░ ░░ ░░░ ░░░ ░░░ ░░ ░░░ ░░░ ░░░ ░░░░ ░░ ░░░ ░░░░ ░░░ ░░ ░░░ ░░░ ░░░ ░░░ ░░░░ ░░ ░░░ ░░░ ░░░ ░░ ░░ ░░░ ░░░ ░░░ ░░ ░░░ ░░░ ░░░░ ░░░ ░░ ░░░ ░░░ ░░░ ░░ ░░░░ ░░░ ░░░ ░░░░ ░░░ ░░░ ░░░ ░░ ░░░ ░░░ ░░░░ ░░░ ░░░ ░░░ ░░ ░░░ ░░░ ░░░ ░░░ ░░░ ░░ ░░░ ░░░ ░░░ ░░░ ░░░ ░░ ░░░ ░░░ ░░░ ░░░ xyxy=(25,94,153,487)
everybodys-text: ░░░ ░░░░ ░░░░ ░░░░ ░░░ ░░░ ░░░░ ░░ ░░░ ░░░ ░░░ ░░░░ ░░░ ░░░ ░░ ░░░ ░░░ ░░░ ░░░░ ░░░ ░░ ░░░ ░░░ ░░░ ░░░░ ░░░ ░░░ ░░░ ░░░ xyxy=(950,169,1094,196)
election-text: ░░░ ░░░░ ░░░ ░░░ ░░░ ░░░░ ░░ ░░░ ░░░ ░░░░ ░░░ ░░░ ░░░ ░░ ░░░ ░░░░ ░░░ ░░░ ░░░ ░░ ░░░░ ░░░ ░░░ ░░░ ░░░ ░░░ ░░ ░░░░ ░░░ ░░░ ░░░ ░░░ ░░ ░░░ ░░░░ ░░░ ░░░ ░░░ ░░░ ░░ ░░░░ ░░░ ░░░ ░░░ ░░░ ░░ ░░░ ░░░░ ░░░ ░░░ ░░░ ░░ ░░░ ░░░ ░░░ ░░░░ ░░░ ░░░ ░░░ ░░ ░░░ ░░░ ░░░░ ░░░ ░░░ ░░ ░░░ ░░░ ░░░░ ░░░ ░░░ ░░ ░░░ ░░░ ░░░ ░░░░ ░░░ ░░ ░░░ ░░ ░░░░ ░░░ ░░░ ░░░ ░░ ░░░ ░░░░ ░░░ ░░░ ░░░ ░░ ░░░ ░░░ ░░░░ ░░░ ░░░ ░░ ░░░ ░░░ ░░░ ░░░░ ░░░ ░░ ░░░ ░░░ ░░░ ░░░ ░░░░ ░░░ ░░░ ░░░ ░░░░ ░░ ░░░ ░░░ ░░░░ ░░░ ░░░ ░░░ ░░ ░░░ ░░░░ ░░░ ░░░ ░░░ ░░ ░░░░ ░░░ ░░░ ░░░ ░░░ ░░ ░░░░ ░░░ ░░░ ░░░ ░░░ ░░ ░░░ ░░░░ ░░░ ░░░ ░░░ ░░░ ░░ ░░░░ ░░░ ░░░ ░░░ ░░░ ░░ ░░░ ░░░░ ░░░ ░░░ ░░░ ░░ ░░░ ░░░ ░░░ ░░░░ ░░░ ░░░ ░░░ ░░ ░░░ ░░░ ░░░░ ░░░ ░░░ ░░ ░░░ ░░░ ░░░░ ░░░ ░░░ ░░ ░░░ ░░░ ░░░ ░░░░ ░░░ ░░ ░░░ ░░ ░░░░ ░░░ ░░░ ░░░ ░░ ░░░ ░░░░ ░░░ ░░░ ░░░ ░░ ░░░ ░░░ ░░░░ ░░░ ░░░ ░░ ░░░ ░░░ ░░░ ░░░░ ░░░ ░░ ░░░ ░░░ ░░░ ░░░ ░░░░ ░░░ ░░░ ░░░ ░░░░ ░░ ░░░ ░░░ ░░░░ ░░░ ░░░ ░░░ ░░ ░░░ ░░░░ ░░░ ░░░ ░░░ ░░ ░░░░ ░░░ ░░░ ░░░ ░░░ ░░ ░░░░ ░░░ ░░░ ░░░ ░░░ ░░ ░░░ ░░░░ ░░░ ░░░ ░░░ ░░░ ░░ ░░░░ ░░░ ░░░ ░░░ ░░░ ░░ ░░░ ░░░░ ░░░ ░░░ ░░░ ░░ ░░░ xyxy=(520,67,653,385)
whiripi-subheading: WHIRIPI WINS THE CUP. xyxy=(403,87,510,97)
notes-text: ░░░ ░░░ ░░░░ ░░░ ░░░ ░░░ ░░ ░░░ ░░░ ░░░░ ░░░ ░░░ ░░ ░░░ ░░░ ░░░░ ░░░ ░░░ ░░ ░░░ ░░░ ░░░ ░░░░ ░░░ ░░ ░░░░ ░░░ ░░░ ░░░ ░░ ░░░ ░░░░ ░░░ ░░░ ░░░ ░░ ░░░ ░░░ ░░░░ ░░░ ░░░ ░░ ░░░ ░░░ ░░░ ░░░░ ░░░ ░░ ░░░ ░░░ ░░░ ░░░░ ░░░ ░░░ ░░░ ░░░░ ░░ ░░░ ░░░ ░░░░ ░░░ ░░░ ░░░ ░░ ░░░ ░░░░ ░░░ ░░░ ░░░ ░░ ░░░░ ░░░ ░░░ ░░░ ░░ ░░░░ ░░░ ░░░ ░░░ ░░░ ░░ ░░░ ░░░░ ░░░ ░░░ ░░░ ░░░ ░░ ░░░░ ░░░ ░░░ ░░░ ░░░ ░░ ░░░ ░░░░ ░░░ ░░░ ░░░ ░░ ░░░ ░░░ ░░░░ ░░░ ░░░ ░░░ ░░ ░░░ ░░░ ░░░░ ░░░ ░░░ ░░ ░░░ ░░░ ░░░░ ░░░ ░░░ ░░ ░░░ ░░░ ░░░ ░░░░ ░░░ ░░ ░░░░ ░░░ ░░░ ░░░ ░░ ░░░ ░░░░ ░░░ ░░░ ░░░ ░░ ░░░ ░░░ ░░░░ ░░░ ░░░ ░░ ░░░ ░░░ ░░░ ░░░░ ░░░ ░░ ░░░ ░░░ xyxy=(400,735,513,971)
masthead xyxy=(22,24,1102,42)
bread-heading: LIGHT-WEIGHT BREAD xyxy=(264,735,389,747)
half-marked-price-2: At Half the Marked Price xyxy=(867,1696,1032,1713)
kodak-brand: KODAK (Australasia) LTD. xyxy=(39,1677,240,1725)
